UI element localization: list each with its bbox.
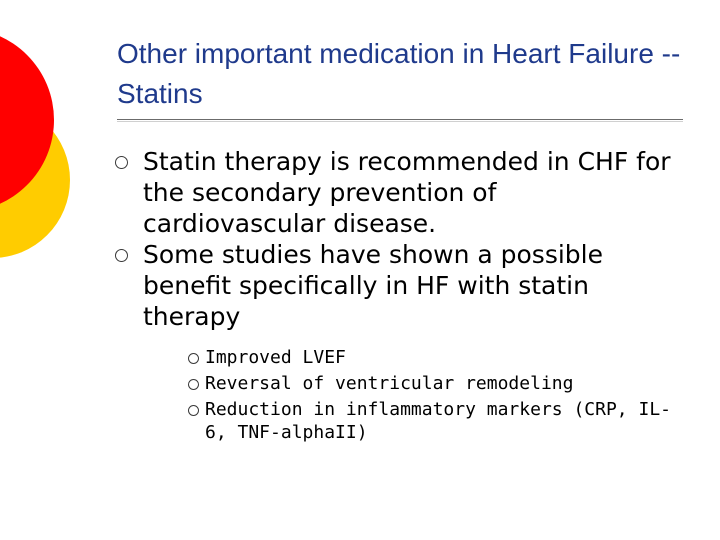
- sub-bullet-text: Reduction in inflammatory markers (CRP, IL-6, TNF-alphaII): [205, 399, 671, 443]
- bullet-item: [0, 146, 683, 239]
- bullet-text: Some studies have shown a possible benefit specifically in HF with statin therapy: [143, 240, 603, 331]
- sub-bullet-text: Reversal of ventricular remodeling: [205, 373, 574, 394]
- sub-bullet-item: [0, 372, 675, 395]
- main-bullet-list: [0, 146, 720, 332]
- hollow-circle-bullet-icon: [115, 249, 128, 262]
- bullet-text: Statin therapy is recommended in CHF for the secondary prevention of cardiovascular disease.: [143, 147, 671, 238]
- sub-bullet-list: [0, 346, 720, 447]
- bullet-item: [0, 239, 683, 332]
- sub-bullet-item: [0, 346, 675, 369]
- hollow-circle-bullet-icon: [188, 379, 199, 390]
- title-divider: [117, 119, 683, 122]
- sub-bullet-item: [0, 398, 675, 444]
- hollow-circle-bullet-icon: [188, 353, 199, 364]
- sub-bullet-text: Improved LVEF: [205, 347, 346, 368]
- slide-title: Other important medication in Heart Failure -- Statins: [117, 38, 681, 109]
- hollow-circle-bullet-icon: [188, 405, 199, 416]
- hollow-circle-bullet-icon: [115, 156, 128, 169]
